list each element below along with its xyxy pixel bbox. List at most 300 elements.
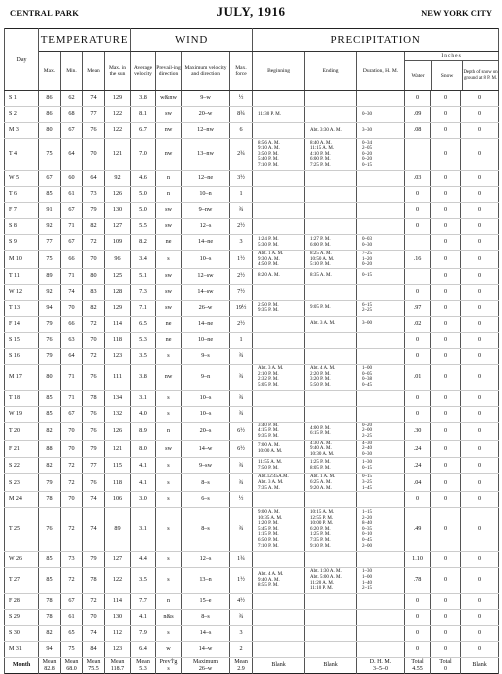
inches-header: Inches (405, 52, 498, 61)
cell-max: 79 (39, 474, 61, 492)
cell-min: 72 (61, 474, 83, 492)
table-row (5, 642, 499, 658)
cell-max: 86 (39, 91, 61, 107)
cell-begin (253, 594, 305, 610)
cell-max: 88 (39, 440, 61, 458)
table-row (5, 552, 499, 568)
cell-day: T 6 (5, 187, 39, 203)
cell-force: ¾ (230, 406, 253, 422)
cell-maxv: 20–w (182, 107, 230, 123)
cell-end: 4:00 P. M. 6:15 P. M. (305, 422, 357, 440)
cell-min: 64 (61, 348, 83, 364)
cell-avg: 4.1 (131, 610, 156, 626)
table-row (5, 268, 499, 284)
cell-dur (357, 594, 405, 610)
page-header (0, 4, 502, 22)
cell-day: S 29 (5, 610, 39, 626)
cell-force: 3 (230, 626, 253, 642)
cell-water: 0 (405, 91, 431, 107)
cell-min: 66 (61, 316, 83, 332)
cell-mean: 72 (83, 594, 105, 610)
cell-end (305, 594, 357, 610)
cell-water: .30 (405, 422, 431, 440)
cell-dir: n (156, 594, 182, 610)
cell-snow: 0 (431, 332, 461, 348)
cell-mean: 82 (83, 219, 105, 235)
cell-avg: 5.0 (131, 187, 156, 203)
cell-depth: 0 (461, 406, 499, 422)
month-depth: Blank (461, 658, 499, 674)
cell-end: 9:05 P. M. (305, 300, 357, 316)
cell-snow: 0 (431, 594, 461, 610)
month-min: Mean 68.0 (61, 658, 83, 674)
cell-mean: 84 (83, 642, 105, 658)
cell-depth: 0 (461, 316, 499, 332)
cell-end (305, 390, 357, 406)
cell-max: 79 (39, 316, 61, 332)
cell-force: 6½ (230, 440, 253, 458)
table-row (5, 348, 499, 364)
cell-dur: 1–00 0–05 0–38 0–45 (357, 364, 405, 390)
cell-water (405, 268, 431, 284)
cell-maxv: 14–sw (182, 284, 230, 300)
cell-sun: 106 (105, 492, 131, 508)
cell-dur (357, 203, 405, 219)
cell-water: 0 (405, 642, 431, 658)
max-velocity-header: Maximum velocity and direction (182, 52, 230, 91)
cell-begin: 1:24 P. M. 5:30 P. M. (253, 235, 305, 251)
cell-end: 8:40 A. M. 11:15 A. M. 4:10 P. M. 6:00 P. M. 7:25 P. M. (305, 139, 357, 171)
cell-day: T 13 (5, 300, 39, 316)
month-max: Mean 82.8 (39, 658, 61, 674)
cell-begin (253, 187, 305, 203)
cell-snow: 0 (431, 139, 461, 171)
cell-end (305, 187, 357, 203)
cell-avg: 8.2 (131, 235, 156, 251)
cell-avg: 3.4 (131, 251, 156, 269)
cell-mean: 64 (83, 171, 105, 187)
cell-force: 2¾ (230, 139, 253, 171)
cell-avg: 3.1 (131, 508, 156, 552)
cell-begin: 8:56 A. M. 9:10 A. M. 3:50 P. M. 5:40 P. M. 7:10 P. M. (253, 139, 305, 171)
cell-sun: 96 (105, 251, 131, 269)
cell-begin (253, 91, 305, 107)
cell-min: 66 (61, 251, 83, 269)
cell-force: ¾ (230, 610, 253, 626)
cell-maxv: 12–s (182, 219, 230, 235)
cell-day: T 27 (5, 568, 39, 594)
cell-max: 82 (39, 458, 61, 474)
cell-snow: 0 (431, 492, 461, 508)
cell-day: S 23 (5, 474, 39, 492)
month-maxv: Maximum 26–w (182, 658, 230, 674)
table-row (5, 187, 499, 203)
cell-snow: 0 (431, 440, 461, 458)
cell-water: 0 (405, 332, 431, 348)
cell-water: .16 (405, 251, 431, 269)
cell-dur (357, 492, 405, 508)
cell-force: 3½ (230, 171, 253, 187)
month-water: Total 4.55 (405, 658, 431, 674)
cell-avg: 7.3 (131, 284, 156, 300)
cell-begin: Abt. 3 A. M. 2:10 P. M. 2:32 P. M. 5:05 P. M. (253, 364, 305, 390)
cell-snow: 0 (431, 390, 461, 406)
cell-avg: 5.3 (131, 332, 156, 348)
cell-avg: 3.8 (131, 91, 156, 107)
cell-sun: 121 (105, 440, 131, 458)
cell-begin: 8:20 A. M. (253, 268, 305, 284)
cell-mean: 83 (83, 284, 105, 300)
cell-dir: s (156, 508, 182, 552)
cell-begin (253, 348, 305, 364)
cell-water (405, 235, 431, 251)
cell-dir: s (156, 348, 182, 364)
cell-avg: 5.5 (131, 219, 156, 235)
table-row (5, 203, 499, 219)
cell-force: ½ (230, 91, 253, 107)
cell-end (305, 219, 357, 235)
table-row (5, 626, 499, 642)
month-begin: Blank (253, 658, 305, 674)
day-rows (5, 91, 499, 658)
cell-force: ¾ (230, 474, 253, 492)
cell-dur (357, 171, 405, 187)
cell-snow: 0 (431, 203, 461, 219)
cell-mean: 70 (83, 332, 105, 348)
cell-end (305, 203, 357, 219)
cell-sun: 121 (105, 139, 131, 171)
month-summary-row (5, 658, 499, 674)
cell-mean: 79 (83, 203, 105, 219)
cell-maxv: 15–e (182, 594, 230, 610)
cell-mean: 80 (83, 268, 105, 284)
cell-max: 85 (39, 390, 61, 406)
cell-day: S 15 (5, 332, 39, 348)
cell-begin (253, 610, 305, 626)
cell-force: ¾ (230, 458, 253, 474)
cell-min: 71 (61, 219, 83, 235)
cell-snow: 0 (431, 284, 461, 300)
cell-depth: 0 (461, 91, 499, 107)
table-row (5, 300, 499, 316)
cell-snow: 0 (431, 508, 461, 552)
cell-water: 0 (405, 492, 431, 508)
cell-max: 94 (39, 300, 61, 316)
cell-maxv: 14–s (182, 626, 230, 642)
cell-max: 80 (39, 123, 61, 139)
cell-day: M 17 (5, 364, 39, 390)
cell-depth: 0 (461, 187, 499, 203)
cell-water: 0 (405, 594, 431, 610)
cell-avg: 8.1 (131, 107, 156, 123)
cell-dir: s (156, 458, 182, 474)
weather-table (4, 28, 499, 674)
month-sun: Mean 118.7 (105, 658, 131, 674)
cell-min: 71 (61, 364, 83, 390)
cell-begin (253, 492, 305, 508)
cell-max: 78 (39, 594, 61, 610)
cell-sun: 122 (105, 568, 131, 594)
cell-dur: 6–15 2–25 (357, 300, 405, 316)
table-row (5, 364, 499, 390)
cell-dir: s (156, 492, 182, 508)
cell-dur (357, 187, 405, 203)
cell-dur: 4–30 2–40 0–30 (357, 440, 405, 458)
cell-begin (253, 626, 305, 642)
cell-depth: 0 (461, 203, 499, 219)
cell-dir: s (156, 552, 182, 568)
cell-min: 68 (61, 107, 83, 123)
cell-day: W 19 (5, 406, 39, 422)
city-name: NEW YORK CITY (421, 8, 492, 18)
cell-dur: 0–15 (357, 268, 405, 284)
cell-depth: 0 (461, 251, 499, 269)
cell-maxv: 6–s (182, 492, 230, 508)
cell-end: 8:35 A. M. (305, 268, 357, 284)
cell-min: 70 (61, 422, 83, 440)
cell-end: Abt. 3 A. M. (305, 316, 357, 332)
month-avg: Mean 5.3 (131, 658, 156, 674)
cell-depth: 0 (461, 284, 499, 300)
cell-depth: 0 (461, 364, 499, 390)
wind-header: WIND (131, 29, 253, 52)
cell-maxv: 9–n (182, 364, 230, 390)
cell-avg: 3.5 (131, 568, 156, 594)
cell-min: 70 (61, 440, 83, 458)
cell-maxv: 9–w (182, 91, 230, 107)
cell-day: S 1 (5, 91, 39, 107)
month-force: Mean 2.9 (230, 658, 253, 674)
cell-day: M 31 (5, 642, 39, 658)
cell-force: 2½ (230, 316, 253, 332)
cell-force: 19½ (230, 300, 253, 316)
cell-begin (253, 219, 305, 235)
cell-begin: 2:50 P. M. 9:35 P. M. (253, 300, 305, 316)
cell-dir: w (156, 642, 182, 658)
cell-day: M 24 (5, 492, 39, 508)
min-header: Min. (61, 52, 83, 91)
cell-min: 67 (61, 203, 83, 219)
month-mean: Mean 75.5 (83, 658, 105, 674)
cell-mean: 77 (83, 107, 105, 123)
cell-end: 8:25 A. M. 10:50 A. M. 5:10 P. M. (305, 251, 357, 269)
cell-min: 67 (61, 235, 83, 251)
cell-mean: 73 (83, 187, 105, 203)
cell-force: ¾ (230, 390, 253, 406)
cell-avg: 6.5 (131, 316, 156, 332)
cell-avg: 6.4 (131, 642, 156, 658)
cell-mean: 70 (83, 139, 105, 171)
cell-begin (253, 332, 305, 348)
cell-maxv: 12–nw (182, 123, 230, 139)
cell-maxv: 10–ne (182, 332, 230, 348)
cell-mean: 76 (83, 422, 105, 440)
cell-avg: 8.9 (131, 422, 156, 440)
cell-maxv: 14–ne (182, 316, 230, 332)
cell-max: 91 (39, 203, 61, 219)
cell-dir: nw (156, 364, 182, 390)
table-row (5, 406, 499, 422)
cell-end (305, 610, 357, 626)
cell-day: T 4 (5, 139, 39, 171)
cell-dir: nw (156, 123, 182, 139)
cell-depth: 0 (461, 219, 499, 235)
cell-water: .02 (405, 316, 431, 332)
cell-min: 70 (61, 300, 83, 316)
cell-begin (253, 642, 305, 658)
cell-dur: 1–30 0–15 (357, 458, 405, 474)
table-row (5, 610, 499, 626)
cell-begin: 11:55 A. M. 7:50 P. M. (253, 458, 305, 474)
cell-day: S 9 (5, 235, 39, 251)
cell-depth: 0 (461, 610, 499, 626)
month-dur: D. H. M. 3–5–0 (357, 658, 405, 674)
cell-maxv: 13–n (182, 568, 230, 594)
cell-sun: 126 (105, 422, 131, 440)
table-row (5, 390, 499, 406)
cell-depth: 0 (461, 107, 499, 123)
cell-dur: 0–30 (357, 107, 405, 123)
cell-end (305, 552, 357, 568)
month-dir: Prev'l'g s (156, 658, 182, 674)
cell-force: 3 (230, 235, 253, 251)
cell-water: .24 (405, 440, 431, 458)
cell-maxv: 20–s (182, 422, 230, 440)
cell-dur (357, 552, 405, 568)
cell-mean: 74 (83, 626, 105, 642)
cell-sun: 130 (105, 610, 131, 626)
cell-dur: 1–30 1–00 1–40 2–15 (357, 568, 405, 594)
snow-header: Snow (432, 61, 463, 90)
cell-max: 85 (39, 406, 61, 422)
mean-header: Mean (83, 52, 105, 91)
max-force-header: Max. force (230, 52, 253, 91)
cell-day: F 28 (5, 594, 39, 610)
cell-begin: 11:30 P. M. (253, 107, 305, 123)
cell-dir: s (156, 390, 182, 406)
cell-day: W 12 (5, 284, 39, 300)
cell-water: .04 (405, 474, 431, 492)
cell-depth: 0 (461, 568, 499, 594)
cell-dur: 7–25 1–20 0–20 (357, 251, 405, 269)
cell-sun: 129 (105, 91, 131, 107)
cell-mean: 76 (83, 123, 105, 139)
cell-dur: 0–34 2–05 0–20 0–20 0–15 (357, 139, 405, 171)
table-row (5, 284, 499, 300)
cell-avg: 4.4 (131, 552, 156, 568)
cell-dur (357, 642, 405, 658)
cell-water: 0 (405, 219, 431, 235)
cell-maxv: 14–w (182, 642, 230, 658)
cell-sun: 128 (105, 284, 131, 300)
cell-max: 82 (39, 626, 61, 642)
cell-sun: 111 (105, 364, 131, 390)
table-row (5, 568, 499, 594)
table-row (5, 107, 499, 123)
cell-dir: s (156, 406, 182, 422)
cell-end (305, 406, 357, 422)
cell-depth: 0 (461, 626, 499, 642)
cell-min: 73 (61, 552, 83, 568)
cell-dur (357, 219, 405, 235)
cell-dur (357, 390, 405, 406)
cell-max: 82 (39, 422, 61, 440)
cell-water: .24 (405, 458, 431, 474)
cell-sun: 122 (105, 107, 131, 123)
cell-sun: 130 (105, 203, 131, 219)
cell-force: 4½ (230, 594, 253, 610)
cell-force: 1 (230, 187, 253, 203)
cell-depth: 0 (461, 390, 499, 406)
cell-dir: sw (156, 219, 182, 235)
cell-dir: sw (156, 203, 182, 219)
cell-dur (357, 406, 405, 422)
cell-force: 2½ (230, 268, 253, 284)
cell-water (405, 139, 431, 171)
cell-min: 61 (61, 610, 83, 626)
cell-water: .49 (405, 508, 431, 552)
cell-snow: 0 (431, 251, 461, 269)
month-label: Month (5, 658, 39, 674)
cell-end (305, 626, 357, 642)
cell-min: 71 (61, 268, 83, 284)
cell-force: 8¾ (230, 107, 253, 123)
cell-force: ½ (230, 492, 253, 508)
cell-water: .09 (405, 107, 431, 123)
cell-begin (253, 123, 305, 139)
cell-sun: 125 (105, 268, 131, 284)
prevailing-direction-header: Prevail-ing direction (156, 52, 182, 91)
cell-snow: 0 (431, 235, 461, 251)
cell-maxv: 8–s (182, 508, 230, 552)
cell-maxv: 12–ne (182, 171, 230, 187)
cell-water: 0 (405, 187, 431, 203)
cell-day: T 18 (5, 390, 39, 406)
cell-depth: 0 (461, 508, 499, 552)
cell-min: 63 (61, 332, 83, 348)
cell-max: 89 (39, 268, 61, 284)
cell-begin (253, 171, 305, 187)
cell-day: S 30 (5, 626, 39, 642)
cell-mean: 72 (83, 235, 105, 251)
cell-force: 2 (230, 642, 253, 658)
cell-snow: 0 (431, 474, 461, 492)
cell-min: 72 (61, 508, 83, 552)
cell-maxv: 14–ne (182, 235, 230, 251)
max-header: Max. (39, 52, 61, 91)
cell-day: S 22 (5, 458, 39, 474)
cell-snow: 0 (431, 316, 461, 332)
cell-end: 1:27 P. M. 6:00 P. M. (305, 235, 357, 251)
cell-min: 70 (61, 492, 83, 508)
cell-snow: 0 (431, 626, 461, 642)
cell-snow: 0 (431, 422, 461, 440)
cell-maxv: 12–s (182, 552, 230, 568)
cell-depth: 0 (461, 458, 499, 474)
cell-depth: 0 (461, 300, 499, 316)
cell-end: Abt. 4 A. M. 2:20 P. M. 3:20 P. M. 5:50 P. M. (305, 364, 357, 390)
table-row (5, 474, 499, 492)
cell-sun: 115 (105, 458, 131, 474)
cell-end: Abt. 3:30 A. M. (305, 123, 357, 139)
cell-maxv: 26–w (182, 300, 230, 316)
duration-header: Duration, H. M. (357, 52, 405, 91)
cell-water: .08 (405, 123, 431, 139)
cell-avg: 4.1 (131, 474, 156, 492)
cell-force: 1 (230, 332, 253, 348)
water-header: Water (405, 61, 432, 90)
cell-sun: 127 (105, 552, 131, 568)
